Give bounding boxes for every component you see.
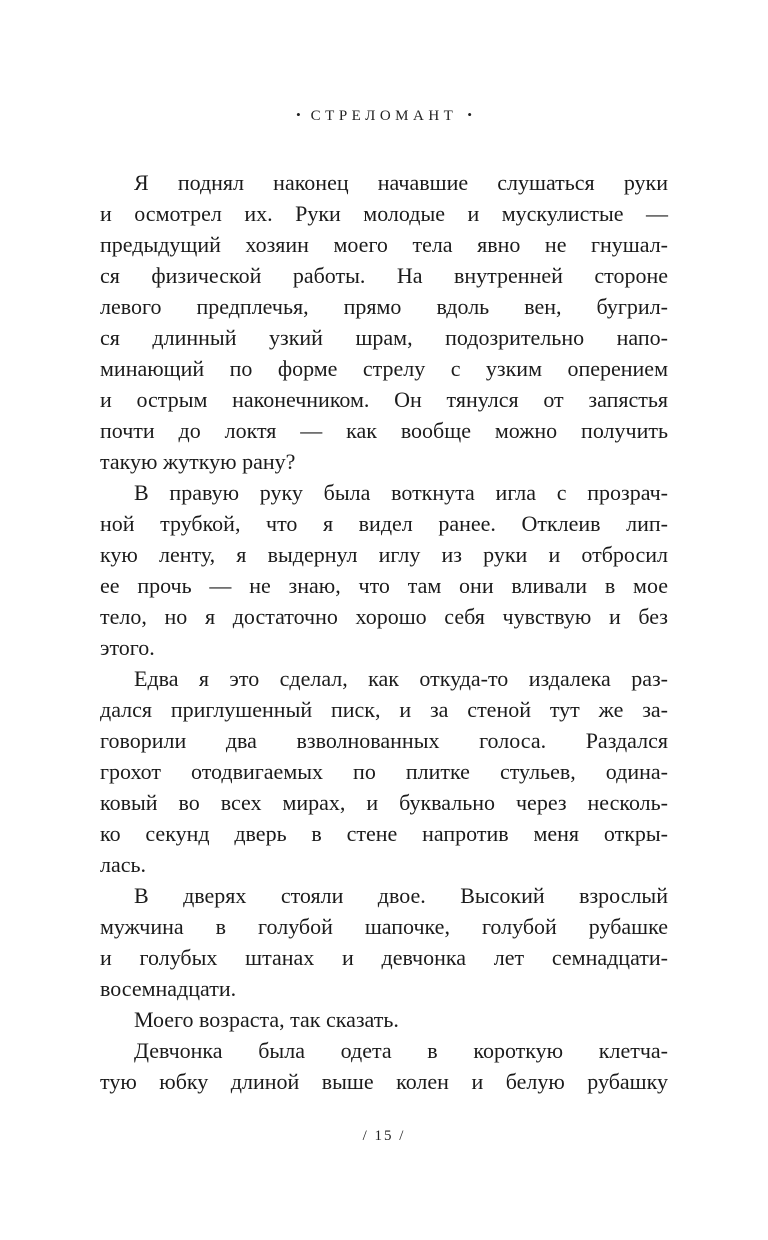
text-line: В правую руку была воткнута игла с прозрач- [134,480,668,505]
text-line: говорили два взволнованных голоса. Раздался [100,728,668,753]
text-line: восемнадцати. [100,976,237,1001]
text-line: дался приглушенный писк, и за стеной тут же за- [100,697,668,722]
text-line: предыдущий хозяин моего тела явно не гнушал- [100,232,668,257]
text-line: Едва я это сделал, как откуда-то издалека раз- [134,666,668,691]
text-line: и голубых штанах и девчонка лет семнадцати- [100,945,668,970]
text-line: грохот отодвигаемых по плитке стульев, одина- [100,759,668,784]
chapter-title: СТРЕЛОМАНТ [310,108,458,124]
header-bullet-right-icon: • [467,107,472,122]
text-line: минающий по форме стрелу с узким оперением [100,356,668,381]
text-line: ной трубкой, что я видел ранее. Отклеив лип- [100,511,668,536]
running-header [0,0,768,125]
text-line: ся длинный узкий шрам, подозрительно напо- [100,325,668,350]
header-bullet-left-icon: • [296,107,301,122]
text-line: почти до локтя — как вообще можно получить [100,418,668,443]
text-line: Моего возраста, так сказать. [134,1007,399,1032]
text-line: ее прочь — не знаю, что там они вливали в мое [100,573,668,598]
text-line: кую ленту, я выдернул иглу из руки и отбросил [100,542,668,567]
text-line: В дверях стояли двое. Высокий взрослый [134,883,668,908]
text-line: Девчонка была одета в короткую клетча- [134,1038,668,1063]
text-line: и острым наконечником. Он тянулся от запястья [100,387,668,412]
text-line: лась. [100,852,147,877]
text-line: левого предплечья, прямо вдоль вен, бугрил- [100,294,668,319]
text-line: такую жуткую рану? [100,449,296,474]
text-line: ковый во всех мирах, и буквально через несколь- [100,790,668,815]
page-number: / 15 / [362,1128,406,1144]
text-line: ко секунд дверь в стене напротив меня откры- [100,821,668,846]
text-line: мужчина в голубой шапочке, голубой рубашке [100,914,668,939]
text-line: Я поднял наконец начавшие слушаться руки [134,170,668,195]
text-line: тело, но я достаточно хорошо себя чувствую и без [100,604,668,629]
text-block [0,167,768,1097]
text-line: ся физической работы. На внутренней стороне [100,263,668,288]
text-line: тую юбку длиной выше колен и белую рубашку [100,1069,668,1094]
text-line: и осмотрел их. Руки молодые и мускулистые — [100,201,668,226]
text-line: этого. [100,635,155,660]
